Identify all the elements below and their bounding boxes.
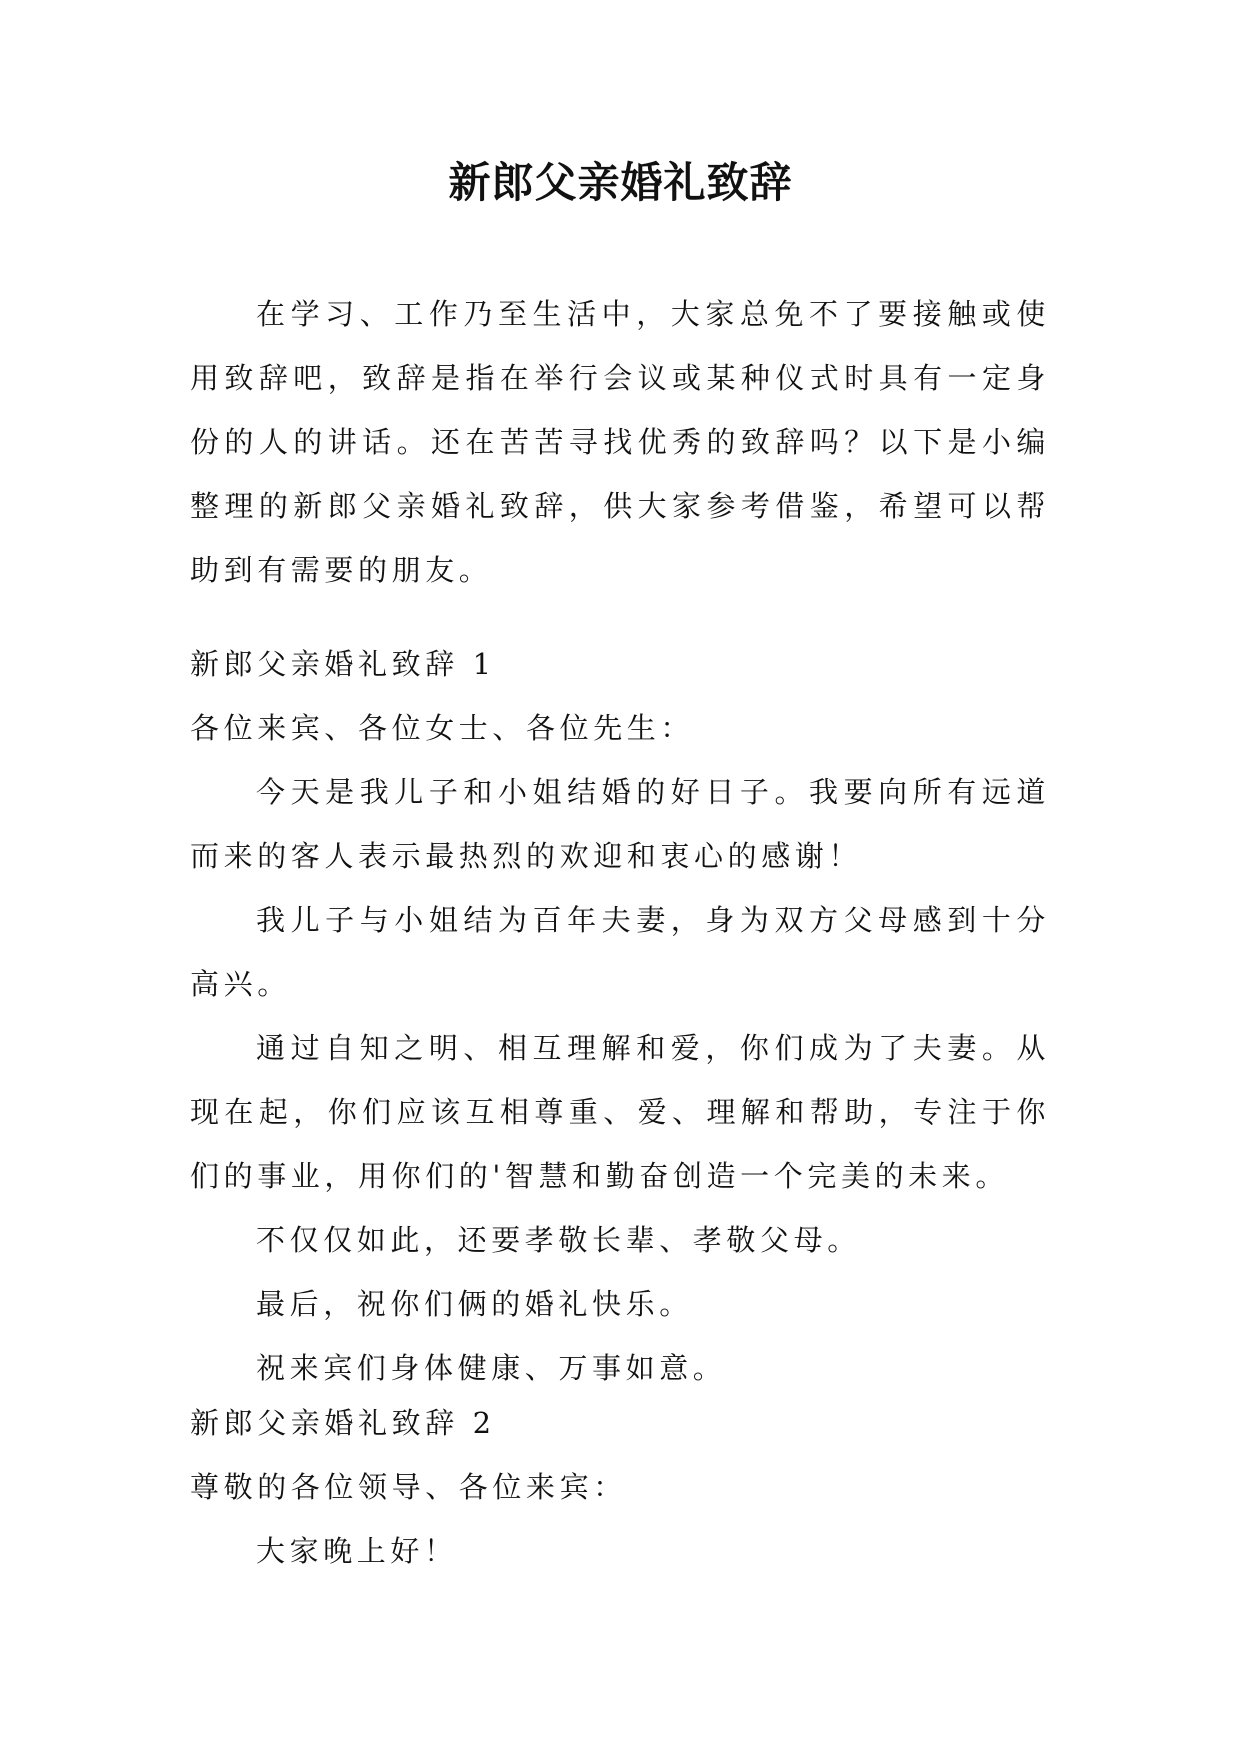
intro-block: [190, 282, 1050, 602]
section-heading: 新郎父亲婚礼致辞 1: [190, 647, 496, 681]
body-paragraph: 今天是我儿子和小姐结婚的好日子。我要向所有远道而来的客人表示最热烈的欢迎和衷心的感谢！: [190, 775, 1050, 873]
salutation: 尊敬的各位领导、各位来宾：: [190, 1470, 627, 1504]
body-paragraph: 祝来宾们身体健康、万事如意。: [256, 1351, 727, 1385]
body-paragraph: 大家晚上好！: [256, 1534, 458, 1568]
section-2: [190, 1391, 1050, 1583]
body-paragraph: 不仅仅如此，还要孝敬长辈、孝敬父母。: [256, 1223, 861, 1257]
document-title: 新郎父亲婚礼致辞: [448, 158, 793, 207]
section-1: [190, 632, 1050, 1400]
section-heading: 新郎父亲婚礼致辞 2: [190, 1406, 496, 1440]
body-paragraph: 我儿子与小姐结为百年夫妻，身为双方父母感到十分高兴。: [190, 903, 1050, 1001]
intro-paragraph: 在学习、工作乃至生活中，大家总免不了要接触或使用致辞吧，致辞是指在举行会议或某种仪式时具有一定身份的人的讲话。还在苦苦寻找优秀的致辞吗？以下是小编整理的新郎父亲婚礼致辞，供大家参考借鉴，希望可以帮助到有需要的朋友。: [190, 297, 1050, 587]
body-paragraph: 通过自知之明、相互理解和爱，你们成为了夫妻。从现在起，你们应该互相尊重、爱、理解和帮助，专注于你们的事业，用你们的'智慧和勤奋创造一个完美的未来。: [190, 1031, 1050, 1193]
body-paragraph: 最后，祝你们俩的婚礼快乐。: [256, 1287, 693, 1321]
salutation: 各位来宾、各位女士、各位先生：: [190, 711, 695, 745]
